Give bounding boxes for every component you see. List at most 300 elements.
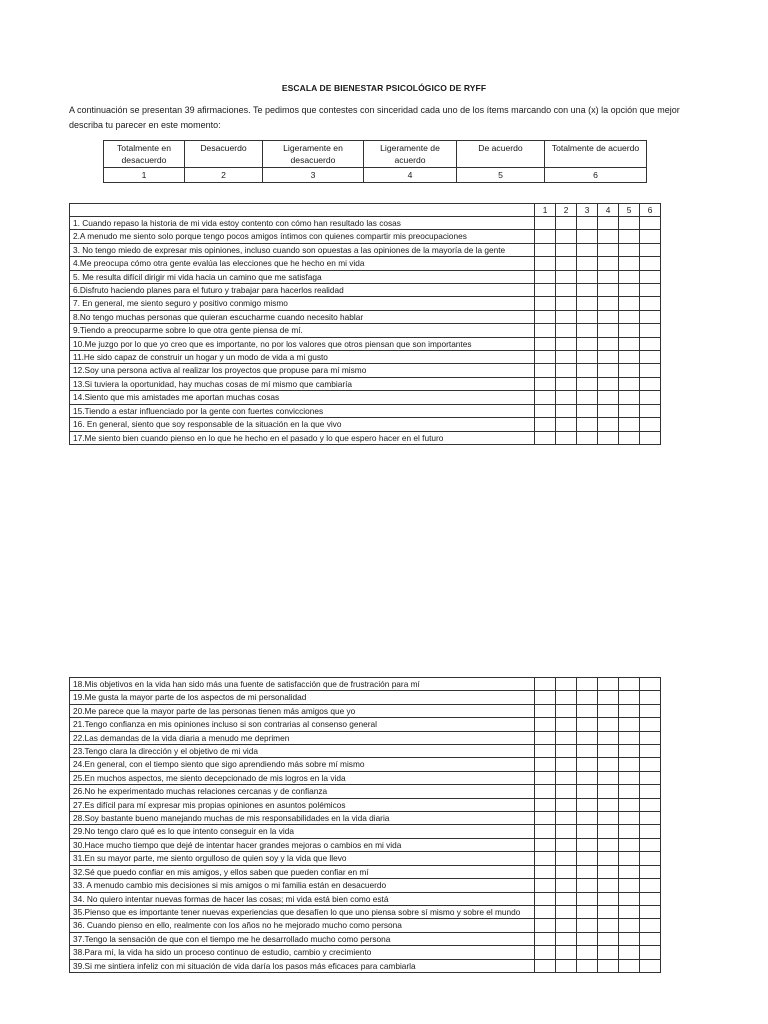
answer-checkbox-cell[interactable] (535, 905, 556, 918)
item-row (70, 718, 661, 731)
answer-checkbox-cell[interactable] (640, 731, 661, 744)
answer-checkbox-cell[interactable] (577, 691, 598, 704)
answer-checkbox-cell[interactable] (640, 932, 661, 945)
answer-checkbox-cell[interactable] (640, 771, 661, 784)
answer-checkbox-cell[interactable] (598, 892, 619, 905)
answer-checkbox-cell[interactable] (619, 404, 640, 417)
answer-checkbox-cell[interactable] (640, 745, 661, 758)
answer-checkbox-cell[interactable] (598, 217, 619, 230)
answer-checkbox-cell[interactable] (577, 892, 598, 905)
answer-checkbox-cell[interactable] (619, 431, 640, 444)
answer-checkbox-cell[interactable] (598, 932, 619, 945)
answer-checkbox-cell[interactable] (640, 812, 661, 825)
item-row (70, 852, 661, 865)
answer-checkbox-cell[interactable] (556, 364, 577, 377)
answer-checkbox-cell[interactable] (598, 691, 619, 704)
answer-checkbox-cell[interactable] (619, 351, 640, 364)
answer-checkbox-cell[interactable] (577, 324, 598, 337)
answer-checkbox-cell[interactable] (619, 932, 640, 945)
answer-checkbox-cell[interactable] (640, 324, 661, 337)
item-statement: 32.Sé que puedo confiar en mis amigos, y ellos saben que pueden confiar en mí (70, 865, 535, 878)
answer-checkbox-cell[interactable] (640, 257, 661, 270)
answer-checkbox-cell[interactable] (598, 825, 619, 838)
answer-checkbox-cell[interactable] (577, 865, 598, 878)
scale-value: 4 (364, 168, 457, 183)
answer-checkbox-cell[interactable] (577, 377, 598, 390)
answer-checkbox-cell[interactable] (535, 731, 556, 744)
answer-checkbox-cell[interactable] (556, 691, 577, 704)
item-statement: 13.Si tuviera la oportunidad, hay muchas cosas de mí mismo que cambiaría (70, 377, 535, 390)
item-row (70, 284, 661, 297)
answer-checkbox-cell[interactable] (577, 230, 598, 243)
answer-checkbox-cell[interactable] (577, 391, 598, 404)
answer-checkbox-cell[interactable] (556, 745, 577, 758)
answer-checkbox-cell[interactable] (556, 404, 577, 417)
answer-checkbox-cell[interactable] (535, 758, 556, 771)
answer-checkbox-cell[interactable] (535, 812, 556, 825)
answer-checkbox-cell[interactable] (556, 785, 577, 798)
item-row (70, 865, 661, 878)
instructions-paragraph: A continuación se presentan 39 afirmaciones. Te pedimos que contestes con sinceridad cada uno de los ítems marcando con una (x) la opción que mejor describa tu parecer en este momento: (69, 105, 680, 130)
answer-checkbox-cell[interactable] (598, 946, 619, 959)
answer-checkbox-cell[interactable] (598, 718, 619, 731)
answer-checkbox-cell[interactable] (535, 691, 556, 704)
answer-checkbox-cell[interactable] (640, 310, 661, 323)
answer-checkbox-cell[interactable] (640, 691, 661, 704)
item-row (70, 391, 661, 404)
answer-checkbox-cell[interactable] (598, 377, 619, 390)
answer-checkbox-cell[interactable] (598, 364, 619, 377)
item-row (70, 838, 661, 851)
item-row (70, 905, 661, 918)
item-statement: 3. No tengo miedo de expresar mis opiniones, incluso cuando son opuestas a las opiniones de la mayoría de la gente (70, 243, 535, 256)
answer-checkbox-cell[interactable] (640, 718, 661, 731)
item-statement: 10.Me juzgo por lo que yo creo que es importante, no por los valores que otros piensan que son importantes (70, 337, 535, 350)
answer-checkbox-cell[interactable] (640, 852, 661, 865)
item-row (70, 337, 661, 350)
answer-checkbox-cell[interactable] (619, 865, 640, 878)
answer-checkbox-cell[interactable] (598, 785, 619, 798)
answer-checkbox-cell[interactable] (598, 337, 619, 350)
answer-checkbox-cell[interactable] (556, 377, 577, 390)
item-statement: 15.Tiendo a estar influenciado por la gente con fuertes convicciones (70, 404, 535, 417)
answer-checkbox-cell[interactable] (535, 310, 556, 323)
answer-checkbox-cell[interactable] (577, 919, 598, 932)
item-row (70, 932, 661, 945)
answer-checkbox-cell[interactable] (556, 310, 577, 323)
answer-checkbox-cell[interactable] (598, 678, 619, 691)
answer-checkbox-cell[interactable] (535, 852, 556, 865)
answer-checkbox-cell[interactable] (556, 704, 577, 717)
answer-checkbox-cell[interactable] (598, 257, 619, 270)
answer-column-header: 6 (640, 204, 661, 217)
answer-checkbox-cell[interactable] (598, 771, 619, 784)
answer-checkbox-cell[interactable] (535, 919, 556, 932)
answer-checkbox-cell[interactable] (577, 404, 598, 417)
scale-label: Totalmente de acuerdo (545, 141, 647, 168)
answer-checkbox-cell[interactable] (577, 431, 598, 444)
answer-checkbox-cell[interactable] (535, 257, 556, 270)
answer-checkbox-cell[interactable] (556, 838, 577, 851)
scale-value: 6 (545, 168, 647, 183)
item-statement: 22.Las demandas de la vida diaria a menudo me deprimen (70, 731, 535, 744)
answer-checkbox-cell[interactable] (640, 337, 661, 350)
answer-checkbox-cell[interactable] (640, 919, 661, 932)
answer-checkbox-cell[interactable] (535, 297, 556, 310)
answer-checkbox-cell[interactable] (640, 418, 661, 431)
scale-labels-row (104, 141, 647, 168)
answer-checkbox-cell[interactable] (598, 310, 619, 323)
scale-values-row (104, 168, 647, 183)
answer-checkbox-cell[interactable] (619, 337, 640, 350)
answer-checkbox-cell[interactable] (619, 691, 640, 704)
item-row (70, 324, 661, 337)
answer-checkbox-cell[interactable] (598, 324, 619, 337)
answer-checkbox-cell[interactable] (577, 825, 598, 838)
answer-checkbox-cell[interactable] (619, 959, 640, 972)
item-row (70, 785, 661, 798)
answer-checkbox-cell[interactable] (640, 243, 661, 256)
answer-checkbox-cell[interactable] (640, 758, 661, 771)
answer-checkbox-cell[interactable] (640, 946, 661, 959)
answer-checkbox-cell[interactable] (598, 838, 619, 851)
item-statement: 11.He sido capaz de construir un hogar y un modo de vida a mi gusto (70, 351, 535, 364)
answer-checkbox-cell[interactable] (619, 310, 640, 323)
answer-checkbox-cell[interactable] (640, 905, 661, 918)
answer-checkbox-cell[interactable] (577, 297, 598, 310)
answer-checkbox-cell[interactable] (640, 704, 661, 717)
answer-checkbox-cell[interactable] (577, 351, 598, 364)
item-row (70, 691, 661, 704)
answer-checkbox-cell[interactable] (619, 377, 640, 390)
answer-checkbox-cell[interactable] (577, 838, 598, 851)
answer-checkbox-cell[interactable] (556, 771, 577, 784)
answer-checkbox-cell[interactable] (577, 905, 598, 918)
answer-checkbox-cell[interactable] (577, 959, 598, 972)
answer-checkbox-cell[interactable] (619, 825, 640, 838)
answer-checkbox-cell[interactable] (640, 892, 661, 905)
answer-checkbox-cell[interactable] (640, 351, 661, 364)
answer-checkbox-cell[interactable] (535, 825, 556, 838)
answer-checkbox-cell[interactable] (598, 351, 619, 364)
answer-checkbox-cell[interactable] (535, 838, 556, 851)
item-row (70, 364, 661, 377)
scale-label: Totalmente en desacuerdo (104, 141, 185, 168)
answer-checkbox-cell[interactable] (619, 678, 640, 691)
answer-checkbox-cell[interactable] (577, 678, 598, 691)
answer-checkbox-cell[interactable] (535, 785, 556, 798)
answer-checkbox-cell[interactable] (640, 865, 661, 878)
answer-checkbox-cell[interactable] (535, 879, 556, 892)
answer-checkbox-cell[interactable] (556, 798, 577, 811)
answer-checkbox-cell[interactable] (535, 798, 556, 811)
answer-checkbox-cell[interactable] (577, 337, 598, 350)
answer-checkbox-cell[interactable] (556, 852, 577, 865)
answer-checkbox-cell[interactable] (577, 418, 598, 431)
answer-checkbox-cell[interactable] (535, 377, 556, 390)
answer-checkbox-cell[interactable] (598, 745, 619, 758)
scale-label: Ligeramente en desacuerdo (263, 141, 364, 168)
answer-checkbox-cell[interactable] (640, 678, 661, 691)
answer-checkbox-cell[interactable] (556, 270, 577, 283)
answer-checkbox-cell[interactable] (598, 297, 619, 310)
item-statement: 34. No quiero intentar nuevas formas de hacer las cosas; mi vida está bien como está (70, 892, 535, 905)
answer-checkbox-cell[interactable] (619, 946, 640, 959)
answer-checkbox-cell[interactable] (598, 431, 619, 444)
answer-checkbox-cell[interactable] (556, 243, 577, 256)
answer-checkbox-cell[interactable] (577, 270, 598, 283)
answer-checkbox-cell[interactable] (535, 678, 556, 691)
answer-checkbox-cell[interactable] (640, 230, 661, 243)
answer-checkbox-cell[interactable] (619, 704, 640, 717)
answer-checkbox-cell[interactable] (619, 243, 640, 256)
answer-checkbox-cell[interactable] (619, 745, 640, 758)
answer-checkbox-cell[interactable] (577, 284, 598, 297)
answer-checkbox-cell[interactable] (556, 418, 577, 431)
item-statement: 20.Me parece que la mayor parte de las personas tienen más amigos que yo (70, 704, 535, 717)
answer-checkbox-cell[interactable] (535, 351, 556, 364)
item-row (70, 879, 661, 892)
item-row (70, 257, 661, 270)
answer-checkbox-cell[interactable] (640, 959, 661, 972)
answer-checkbox-cell[interactable] (535, 404, 556, 417)
item-row (70, 892, 661, 905)
answer-checkbox-cell[interactable] (577, 364, 598, 377)
answer-checkbox-cell[interactable] (556, 825, 577, 838)
answer-checkbox-cell[interactable] (640, 364, 661, 377)
answer-checkbox-cell[interactable] (598, 852, 619, 865)
answer-checkbox-cell[interactable] (556, 337, 577, 350)
answer-checkbox-cell[interactable] (619, 905, 640, 918)
item-row (70, 771, 661, 784)
answer-checkbox-cell[interactable] (577, 798, 598, 811)
item-row (70, 270, 661, 283)
answer-checkbox-cell[interactable] (556, 718, 577, 731)
answer-checkbox-cell[interactable] (556, 812, 577, 825)
answer-checkbox-cell[interactable] (556, 257, 577, 270)
item-statement: 36. Cuando pienso en ello, realmente con los años no he mejorado mucho como persona (70, 919, 535, 932)
answer-header-row (70, 204, 661, 217)
item-row (70, 704, 661, 717)
answer-checkbox-cell[interactable] (556, 865, 577, 878)
answer-checkbox-cell[interactable] (619, 731, 640, 744)
item-statement: 28.Soy bastante bueno manejando muchas de mis responsabilidades en la vida diaria (70, 812, 535, 825)
answer-checkbox-cell[interactable] (619, 418, 640, 431)
answer-checkbox-cell[interactable] (556, 297, 577, 310)
answer-checkbox-cell[interactable] (619, 812, 640, 825)
item-row (70, 431, 661, 444)
answer-checkbox-cell[interactable] (619, 718, 640, 731)
answer-checkbox-cell[interactable] (556, 879, 577, 892)
answer-checkbox-cell[interactable] (535, 718, 556, 731)
answer-checkbox-cell[interactable] (619, 391, 640, 404)
answer-checkbox-cell[interactable] (535, 865, 556, 878)
answer-column-header: 4 (598, 204, 619, 217)
answer-checkbox-cell[interactable] (598, 391, 619, 404)
item-statement: 33. A menudo cambio mis decisiones si mis amigos o mi familia están en desacuerdo (70, 879, 535, 892)
answer-checkbox-cell[interactable] (598, 905, 619, 918)
answer-checkbox-cell[interactable] (577, 257, 598, 270)
answer-checkbox-cell[interactable] (640, 825, 661, 838)
answer-checkbox-cell[interactable] (535, 391, 556, 404)
answer-checkbox-cell[interactable] (556, 217, 577, 230)
item-row (70, 377, 661, 390)
answer-checkbox-cell[interactable] (640, 270, 661, 283)
answer-checkbox-cell[interactable] (619, 270, 640, 283)
answer-checkbox-cell[interactable] (619, 257, 640, 270)
answer-checkbox-cell[interactable] (535, 771, 556, 784)
answer-checkbox-cell[interactable] (619, 879, 640, 892)
answer-checkbox-cell[interactable] (577, 718, 598, 731)
scale-label: Ligeramente de acuerdo (364, 141, 457, 168)
answer-checkbox-cell[interactable] (640, 838, 661, 851)
answer-checkbox-cell[interactable] (577, 812, 598, 825)
answer-checkbox-cell[interactable] (535, 946, 556, 959)
answer-checkbox-cell[interactable] (619, 919, 640, 932)
answer-checkbox-cell[interactable] (577, 771, 598, 784)
answer-checkbox-cell[interactable] (577, 704, 598, 717)
answer-checkbox-cell[interactable] (619, 771, 640, 784)
answer-checkbox-cell[interactable] (535, 418, 556, 431)
document-title: ESCALA DE BIENESTAR PSICOLÓGICO DE RYFF (281, 83, 487, 93)
answer-checkbox-cell[interactable] (619, 364, 640, 377)
answer-checkbox-cell[interactable] (535, 892, 556, 905)
answer-checkbox-cell[interactable] (640, 785, 661, 798)
answer-checkbox-cell[interactable] (535, 230, 556, 243)
item-statement: 35.Pienso que es importante tener nuevas experiencias que desafíen lo que uno piensa sobre sí mismo y sobre el mundo (70, 905, 535, 918)
answer-checkbox-cell[interactable] (640, 284, 661, 297)
answer-checkbox-cell[interactable] (640, 404, 661, 417)
answer-checkbox-cell[interactable] (556, 892, 577, 905)
answer-checkbox-cell[interactable] (640, 297, 661, 310)
item-row (70, 310, 661, 323)
scale-value: 1 (104, 168, 185, 183)
answer-checkbox-cell[interactable] (556, 351, 577, 364)
answer-checkbox-cell[interactable] (577, 217, 598, 230)
answer-checkbox-cell[interactable] (556, 905, 577, 918)
answer-checkbox-cell[interactable] (598, 270, 619, 283)
answer-checkbox-cell[interactable] (640, 217, 661, 230)
answer-checkbox-cell[interactable] (598, 865, 619, 878)
answer-checkbox-cell[interactable] (598, 243, 619, 256)
item-statement: 4.Me preocupa cómo otra gente evalúa las elecciones que he hecho en mi vida (70, 257, 535, 270)
answer-checkbox-cell[interactable] (577, 758, 598, 771)
answer-checkbox-cell[interactable] (535, 745, 556, 758)
answer-checkbox-cell[interactable] (556, 758, 577, 771)
answer-checkbox-cell[interactable] (619, 230, 640, 243)
item-statement: 27.Es difícil para mí expresar mis propias opiniones en asuntos polémicos (70, 798, 535, 811)
answer-checkbox-cell[interactable] (556, 431, 577, 444)
answer-checkbox-cell[interactable] (619, 798, 640, 811)
answer-checkbox-cell[interactable] (535, 431, 556, 444)
answer-checkbox-cell[interactable] (556, 946, 577, 959)
answer-checkbox-cell[interactable] (577, 785, 598, 798)
answer-checkbox-cell[interactable] (619, 758, 640, 771)
answer-checkbox-cell[interactable] (535, 284, 556, 297)
answer-checkbox-cell[interactable] (619, 284, 640, 297)
answer-checkbox-cell[interactable] (577, 310, 598, 323)
answer-checkbox-cell[interactable] (577, 946, 598, 959)
answer-checkbox-cell[interactable] (535, 324, 556, 337)
answer-checkbox-cell[interactable] (577, 932, 598, 945)
answer-checkbox-cell[interactable] (556, 919, 577, 932)
answer-checkbox-cell[interactable] (640, 431, 661, 444)
item-statement: 38.Para mí, la vida ha sido un proceso continuo de estudio, cambio y crecimiento (70, 946, 535, 959)
item-statement: 16. En general, siento que soy responsable de la situación en la que vivo (70, 418, 535, 431)
answer-checkbox-cell[interactable] (640, 879, 661, 892)
answer-checkbox-cell[interactable] (577, 745, 598, 758)
answer-checkbox-cell[interactable] (577, 852, 598, 865)
item-row (70, 758, 661, 771)
answer-checkbox-cell[interactable] (598, 404, 619, 417)
answer-checkbox-cell[interactable] (619, 324, 640, 337)
answer-checkbox-cell[interactable] (535, 270, 556, 283)
answer-checkbox-cell[interactable] (640, 377, 661, 390)
item-statement: 1. Cuando repaso la historia de mi vida estoy contento con cómo han resultado las cosas (70, 217, 535, 230)
answer-checkbox-cell[interactable] (535, 364, 556, 377)
answer-checkbox-cell[interactable] (577, 731, 598, 744)
answer-checkbox-cell[interactable] (556, 731, 577, 744)
answer-checkbox-cell[interactable] (619, 297, 640, 310)
answer-checkbox-cell[interactable] (619, 852, 640, 865)
answer-checkbox-cell[interactable] (535, 704, 556, 717)
answer-checkbox-cell[interactable] (598, 758, 619, 771)
item-row (70, 230, 661, 243)
answer-checkbox-cell[interactable] (619, 785, 640, 798)
answer-checkbox-cell[interactable] (556, 959, 577, 972)
answer-checkbox-cell[interactable] (556, 932, 577, 945)
answer-checkbox-cell[interactable] (640, 798, 661, 811)
answer-checkbox-cell[interactable] (598, 798, 619, 811)
answer-checkbox-cell[interactable] (619, 217, 640, 230)
item-statement: 14.Siento que mis amistades me aportan muchas cosas (70, 391, 535, 404)
answer-checkbox-cell[interactable] (598, 284, 619, 297)
items-table-part1 (69, 203, 661, 445)
answer-checkbox-cell[interactable] (598, 812, 619, 825)
answer-checkbox-cell[interactable] (556, 391, 577, 404)
answer-column-header: 3 (577, 204, 598, 217)
answer-checkbox-cell[interactable] (556, 678, 577, 691)
answer-checkbox-cell[interactable] (535, 243, 556, 256)
item-row (70, 919, 661, 932)
answer-checkbox-cell[interactable] (640, 391, 661, 404)
answer-checkbox-cell[interactable] (598, 879, 619, 892)
answer-checkbox-cell[interactable] (556, 230, 577, 243)
answer-column-header: 1 (535, 204, 556, 217)
answer-checkbox-cell[interactable] (556, 324, 577, 337)
answer-checkbox-cell[interactable] (598, 919, 619, 932)
answer-checkbox-cell[interactable] (535, 932, 556, 945)
item-statement: 37.Tengo la sensación de que con el tiempo me he desarrollado mucho como persona (70, 932, 535, 945)
answer-checkbox-cell[interactable] (598, 704, 619, 717)
answer-checkbox-cell[interactable] (577, 879, 598, 892)
answer-checkbox-cell[interactable] (556, 284, 577, 297)
answer-checkbox-cell[interactable] (619, 892, 640, 905)
answer-checkbox-cell[interactable] (535, 959, 556, 972)
answer-checkbox-cell[interactable] (535, 217, 556, 230)
answer-checkbox-cell[interactable] (535, 337, 556, 350)
answer-checkbox-cell[interactable] (598, 418, 619, 431)
item-statement: 2.A menudo me siento solo porque tengo pocos amigos íntimos con quienes compartir mis preocupaciones (70, 230, 535, 243)
scale-label: Desacuerdo (185, 141, 263, 168)
answer-checkbox-cell[interactable] (577, 243, 598, 256)
answer-checkbox-cell[interactable] (598, 959, 619, 972)
item-row (70, 731, 661, 744)
answer-checkbox-cell[interactable] (598, 731, 619, 744)
item-statement: 9.Tiendo a preocuparme sobre lo que otra gente piensa de mí. (70, 324, 535, 337)
answer-checkbox-cell[interactable] (619, 838, 640, 851)
answer-checkbox-cell[interactable] (598, 230, 619, 243)
